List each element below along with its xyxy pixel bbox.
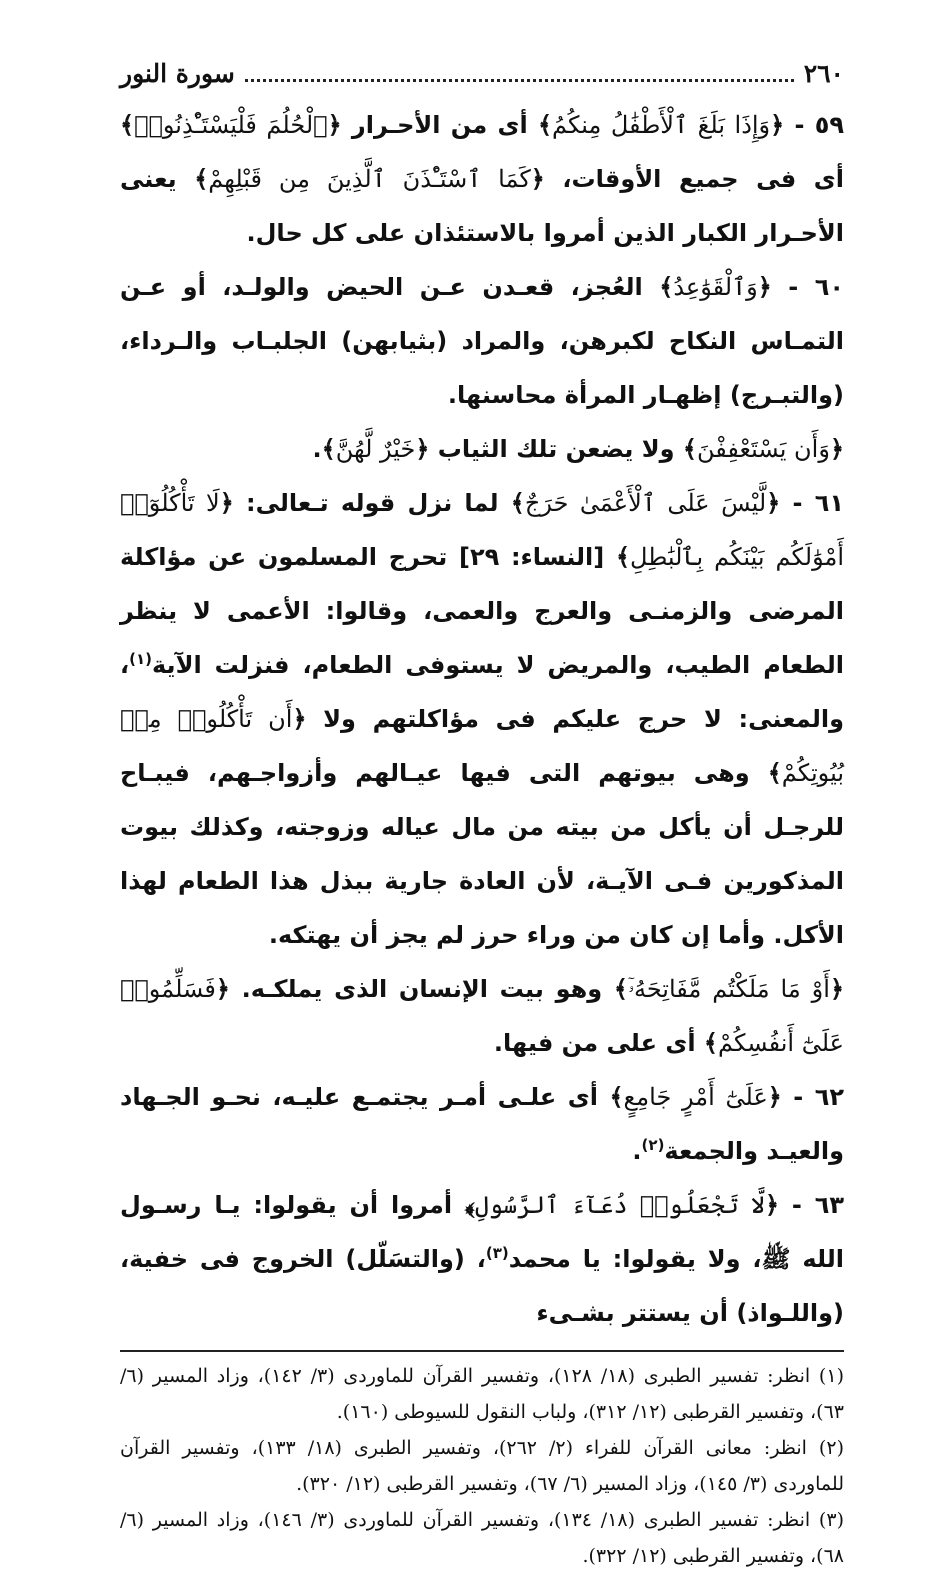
- verse-number: ٦٣ -: [779, 1191, 844, 1219]
- footnotes: [120, 1358, 844, 1574]
- paragraph: [120, 260, 844, 422]
- ornate-bracket-open: ﴿: [766, 489, 781, 517]
- commentary-span: أى علـى أمـر يجتمـع عليـه، نحـو الجـهاد والعيـد والجمعة: [120, 1083, 844, 1165]
- footnote-ref[interactable]: (١): [129, 650, 152, 668]
- quran-quote: ٱلْحُلُمَ فَلْيَسْتَـْٔذِنُوا۟: [134, 111, 328, 139]
- paragraph: [120, 98, 844, 260]
- ornate-bracket-open: ﴿: [215, 975, 230, 1003]
- quran-quote: أَن تَأْكُلُوا۟ مِنۢ بُيُوتِكُمْ: [120, 705, 844, 787]
- commentary-span: أى من الأحـرار: [341, 111, 538, 139]
- commentary-span: يعنى الأحـرار الكبار الذين أمروا بالاستئذان على كل حال.: [120, 165, 844, 247]
- footnote: (٣) انظر: تفسير الطبرى (١٨/ ١٣٤)، وتفسير القرآن للماوردى (٣/ ١٤٦)، وزاد المسير (٦/ ٦٨)، وتفسير القرطبى (١٢/ ٣٢٢).: [120, 1509, 844, 1567]
- paragraph: [120, 962, 844, 1070]
- ornate-bracket-close: ﴾: [613, 975, 628, 1003]
- ornate-bracket-open: ﴿: [829, 435, 844, 463]
- ornate-bracket-close: ﴾: [464, 1191, 475, 1219]
- ornate-bracket-open: ﴿: [219, 489, 234, 517]
- paragraph: [120, 476, 844, 962]
- quran-quote: فَسَلِّمُوا۟ عَلَىٰٓ أَنفُسِكُمْ: [120, 975, 844, 1057]
- ornate-bracket-open: ﴿: [765, 1191, 780, 1219]
- verse-number: ٥٩ -: [784, 111, 845, 139]
- footnote-ref[interactable]: (٢): [641, 1136, 665, 1154]
- commentary-span: [النساء: ٢٩] تحرج المسلمون عن مؤاكلة المرضى والزمنـى والعرج والعمى، وقالوا: الأعمى لا ينظر الطعام الطيب، والمريض لا يستوفى الطعام، فنزلت الآية: [120, 543, 844, 679]
- ornate-bracket-close: ﴾: [609, 1083, 624, 1111]
- ornate-bracket-close: ﴾: [194, 165, 209, 193]
- quran-quote: وَأَن يَسْتَعْفِفْنَ: [696, 435, 830, 463]
- paragraph: [120, 1070, 844, 1178]
- ornate-bracket-open: ﴿: [770, 111, 785, 139]
- commentary-span: العُجز، قعـدن عـن الحيض والولـد، أو عـن التمـاس النكاح لكبرهن، والمراد (بثيابهن) الجلبـاب والـرداء، (والتبـرج) إظهـار المرأة محاسنها.: [120, 273, 844, 409]
- commentary-span: .: [632, 1137, 642, 1165]
- ornate-bracket-open: ﴿: [530, 165, 545, 193]
- surah-title: سورة النور: [120, 59, 235, 88]
- verse-number: ٦٠ -: [771, 273, 845, 301]
- page-number: ٢٦٠: [803, 59, 844, 88]
- ornate-bracket-close: ﴾: [682, 435, 697, 463]
- paragraph: [120, 422, 844, 476]
- ornate-bracket-close: ﴾: [510, 489, 525, 517]
- quran-quote: أَوْ مَا مَلَكْتُم مَّفَاتِحَهُۥٓ: [627, 975, 830, 1003]
- ornate-bracket-open: ﴿: [767, 1083, 782, 1111]
- ornate-bracket-open: ﴿: [757, 273, 772, 301]
- commentary-text: [120, 98, 844, 1340]
- leader-dots: [245, 79, 794, 82]
- quran-quote: لَا تَأْكُلُوٓا۟ أَمْوَٰلَكُم بَيْنَكُم بِٱلْبَٰطِلِ: [120, 489, 844, 571]
- ornate-bracket-close: ﴾: [767, 759, 782, 787]
- commentary-span: .: [312, 435, 322, 463]
- footnote: (٢) انظر: معانى القرآن للفراء (٢/ ٢٦٢)، وتفسير الطبرى (١٨/ ١٣٣)، وتفسير القرآن للماوردى (٣/ ١٤٥)، وزاد المسير (٦/ ٦٧)، وتفسير القرطبى (١٢/ ٣٢٠).: [120, 1437, 844, 1495]
- commentary-span: أمروا أن يقولوا: يـا رسـول الله ﷺ، ولا يقولوا: يا محمد: [120, 1191, 844, 1273]
- footnote: (١) انظر: تفسير الطبرى (١٨/ ١٢٨)، وتفسير القرآن للماوردى (٣/ ١٤٢)، وزاد المسير (٦/ ٦٣)، وتفسير القرطبى (١٢/ ٣١٢)، ولباب النقول للسيوطى (١٦٠).: [120, 1365, 844, 1423]
- footnote-ref[interactable]: (٣): [485, 1244, 509, 1262]
- ornate-bracket-close: ﴾: [615, 543, 631, 571]
- quran-quote: لَّا تَجْعَلُوا۟ دُعَآءَ ٱلرَّسُولِ: [474, 1191, 765, 1219]
- quran-quote: وَإِذَا بَلَغَ ٱلْأَطْفَٰلُ مِنكُمُ: [552, 111, 771, 139]
- commentary-span: أى على من فيها.: [493, 1029, 704, 1057]
- verse-number: ٦٢ -: [781, 1083, 845, 1111]
- ornate-bracket-close: ﴾: [537, 111, 553, 139]
- commentary-span: وهو بيت الإنسان الذى يملكـه.: [229, 975, 614, 1003]
- ornate-bracket-open: ﴿: [829, 975, 844, 1003]
- commentary-span: أى فى جميع الأوقات،: [544, 165, 844, 193]
- quran-quote: وَٱلْقَوَٰعِدُ: [673, 273, 758, 301]
- footnote-separator: [120, 1350, 844, 1352]
- ornate-bracket-open: ﴿: [327, 111, 342, 139]
- ornate-bracket-open: ﴿: [292, 705, 307, 733]
- ornate-bracket-close: ﴾: [120, 111, 135, 139]
- ornate-bracket-close: ﴾: [703, 1029, 718, 1057]
- commentary-span: ولا يضعن تلك الثياب: [429, 435, 683, 463]
- running-head: [120, 58, 844, 90]
- commentary-span: ، والمعنى: لا حرج عليكم فى مؤاكلتهم ولا: [120, 651, 845, 733]
- quran-quote: كَمَا ٱسْتَـْٔذَنَ ٱلَّذِينَ مِن قَبْلِهِمْ: [208, 165, 531, 193]
- quran-quote: لَّيْسَ عَلَى ٱلْأَعْمَىٰ حَرَجٌ: [524, 489, 767, 517]
- paragraph: [120, 1178, 844, 1340]
- ornate-bracket-close: ﴾: [659, 273, 674, 301]
- quran-quote: خَيْرٌ لَّهُنَّ: [335, 435, 416, 463]
- quran-quote: عَلَىٰٓ أَمْرٍ جَامِعٍ: [623, 1083, 768, 1111]
- ornate-bracket-open: ﴿: [415, 435, 430, 463]
- verse-number: ٦١ -: [780, 489, 845, 517]
- commentary-span: لما نزل قوله تـعالى:: [233, 489, 511, 517]
- ornate-bracket-close: ﴾: [321, 435, 336, 463]
- commentary-span: وهى بيوتهم التى فيها عيـالهم وأزواجـهم، فيبـاح للرجـل أن يأكل من بيته من مال عياله وزوجته، وكذلك بيوت المذكورين فـى الآيـة، لأن العادة جارية ببذل هذا الطعام لهذا الأكل. وأما إن كان من وراء حرز لم يجز أن يهتكه.: [120, 759, 844, 949]
- commentary-span: ، (والتسَلّل) الخروج فى خفية، (واللـواذ) أن يستتر بشـىء: [120, 1245, 844, 1327]
